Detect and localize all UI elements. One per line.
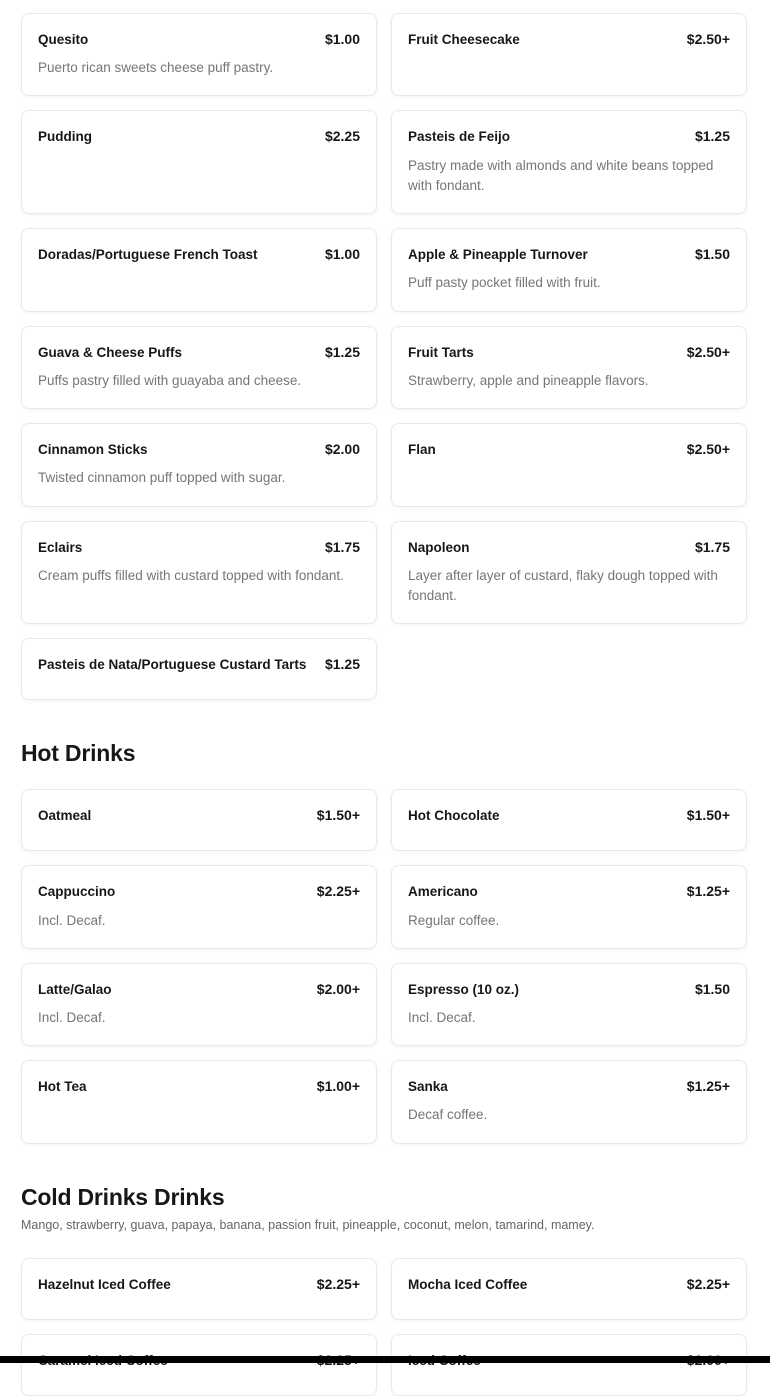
menu-item-header bbox=[408, 441, 730, 459]
item-name: Flan bbox=[408, 442, 436, 458]
menu-item-card[interactable] bbox=[21, 963, 377, 1046]
item-description: Strawberry, apple and pineapple flavors. bbox=[408, 372, 649, 388]
item-description: Puerto rican sweets cheese puff pastry. bbox=[38, 60, 274, 76]
item-price: $1.25+ bbox=[686, 883, 730, 900]
item-price: $2.25+ bbox=[316, 883, 360, 900]
menu-item-header bbox=[408, 31, 730, 49]
item-name: Latte/Galao bbox=[38, 981, 112, 997]
menu-section bbox=[21, 1184, 747, 1396]
item-price: $2.50+ bbox=[686, 343, 730, 360]
menu-item-card[interactable] bbox=[21, 1334, 377, 1396]
menu-item-card[interactable] bbox=[391, 110, 747, 214]
menu-item-card[interactable] bbox=[21, 110, 377, 214]
menu-items-grid bbox=[21, 789, 747, 1143]
item-description: Pastry made with almonds and white beans topped with fondant. bbox=[408, 157, 714, 193]
item-price: $1.00 bbox=[324, 31, 360, 47]
menu-section bbox=[21, 13, 747, 700]
menu-item-header bbox=[408, 1276, 730, 1294]
menu-item-card[interactable] bbox=[21, 865, 377, 948]
menu-item-header bbox=[38, 807, 360, 825]
item-price: $1.25 bbox=[324, 343, 360, 360]
item-price: $1.50 bbox=[694, 980, 730, 997]
menu-item-header bbox=[408, 981, 730, 999]
menu-item-header bbox=[38, 246, 360, 264]
menu-item-card[interactable] bbox=[21, 326, 377, 409]
menu-item-card[interactable] bbox=[391, 963, 747, 1046]
menu-item-card[interactable] bbox=[391, 865, 747, 948]
item-price: $1.25+ bbox=[686, 1078, 730, 1095]
item-name: Doradas/Portuguese French Toast bbox=[38, 247, 258, 263]
item-name: Americano bbox=[408, 884, 478, 900]
menu-item-card[interactable] bbox=[391, 1258, 747, 1320]
menu-item-card[interactable] bbox=[391, 326, 747, 409]
menu-item-header bbox=[38, 344, 360, 362]
item-description: Cream puffs filled with custard topped with fondant. bbox=[38, 567, 344, 583]
menu-item-header bbox=[408, 246, 730, 264]
item-price: $1.50 bbox=[694, 246, 730, 263]
item-price: $2.25 bbox=[324, 128, 360, 145]
item-name: Hot Chocolate bbox=[408, 808, 500, 824]
menu-sections bbox=[21, 13, 747, 1396]
menu-item-card[interactable] bbox=[391, 521, 747, 625]
menu-item-card[interactable] bbox=[21, 228, 377, 311]
menu-item-header bbox=[408, 539, 730, 557]
item-price: $1.50+ bbox=[316, 807, 360, 824]
item-price: $1.25 bbox=[694, 128, 730, 145]
item-price: $2.25+ bbox=[686, 1276, 730, 1293]
menu-item-header bbox=[38, 128, 360, 146]
item-price: $1.00 bbox=[324, 246, 360, 263]
section-title: Cold Drinks Drinks bbox=[21, 1183, 225, 1210]
item-description: Decaf coffee. bbox=[408, 1107, 488, 1123]
item-description: Puff pasty pocket filled with fruit. bbox=[408, 275, 601, 291]
menu-item-card[interactable] bbox=[21, 13, 377, 96]
item-name: Mocha Iced Coffee bbox=[408, 1277, 528, 1293]
bottom-bar bbox=[0, 1356, 770, 1363]
menu-item-header bbox=[38, 656, 360, 674]
menu-item-card[interactable] bbox=[391, 228, 747, 311]
item-price: $1.25 bbox=[324, 656, 360, 673]
item-price: $2.00+ bbox=[316, 980, 360, 997]
item-description: Regular coffee. bbox=[408, 912, 500, 928]
item-name: Cinnamon Sticks bbox=[38, 442, 148, 458]
menu-item-card[interactable] bbox=[21, 1258, 377, 1320]
menu-item-header bbox=[38, 981, 360, 999]
menu-item-header bbox=[408, 344, 730, 362]
item-name: Pasteis de Feijo bbox=[408, 129, 511, 145]
item-name: Cappuccino bbox=[38, 884, 116, 900]
menu-items-grid bbox=[21, 1258, 747, 1396]
item-description: Incl. Decaf. bbox=[38, 912, 106, 928]
item-name: Eclairs bbox=[38, 539, 83, 555]
item-description: Twisted cinnamon puff topped with sugar. bbox=[38, 470, 286, 486]
menu-item-card[interactable] bbox=[21, 423, 377, 506]
menu-item-card[interactable] bbox=[21, 1060, 377, 1143]
item-name: Fruit Tarts bbox=[408, 344, 474, 360]
item-price: $2.50+ bbox=[686, 31, 730, 47]
menu-item-header bbox=[408, 1078, 730, 1096]
item-name: Hot Tea bbox=[38, 1079, 87, 1095]
item-description: Puffs pastry filled with guayaba and cheese. bbox=[38, 372, 302, 388]
item-price: $2.00 bbox=[324, 441, 360, 458]
item-name: Guava & Cheese Puffs bbox=[38, 344, 183, 360]
menu-item-card[interactable] bbox=[21, 638, 377, 700]
item-price: $2.50+ bbox=[686, 441, 730, 458]
menu-item-header bbox=[38, 883, 360, 901]
menu-item-header bbox=[38, 1276, 360, 1294]
item-description: Layer after layer of custard, flaky dough topped with fondant. bbox=[408, 567, 718, 604]
menu-item-card[interactable] bbox=[391, 423, 747, 506]
menu-item-card[interactable] bbox=[391, 13, 747, 96]
menu-item-header bbox=[408, 883, 730, 901]
menu-item-card[interactable] bbox=[21, 521, 377, 625]
item-name: Espresso (10 oz.) bbox=[408, 981, 520, 997]
item-price: $1.50+ bbox=[686, 807, 730, 824]
item-name: Sanka bbox=[408, 1079, 448, 1095]
item-price: $1.75 bbox=[694, 538, 730, 555]
menu-item-card[interactable] bbox=[21, 789, 377, 851]
item-name: Pudding bbox=[38, 129, 92, 145]
item-price: $1.00+ bbox=[316, 1078, 360, 1095]
menu-item-card[interactable] bbox=[391, 789, 747, 851]
item-description: Incl. Decaf. bbox=[38, 1010, 106, 1025]
item-name: Quesito bbox=[38, 32, 89, 47]
menu-items-grid bbox=[21, 13, 747, 700]
menu-item-header bbox=[38, 441, 360, 459]
item-price: $1.75 bbox=[324, 538, 360, 555]
item-price: $2.25+ bbox=[316, 1276, 360, 1293]
menu-item-header bbox=[38, 31, 360, 49]
menu-item-header bbox=[38, 539, 360, 557]
menu-item-header bbox=[38, 1078, 360, 1096]
item-name: Hazelnut Iced Coffee bbox=[38, 1277, 171, 1293]
item-name: Napoleon bbox=[408, 539, 470, 555]
item-description: Incl. Decaf. bbox=[408, 1010, 476, 1025]
section-subtitle: Mango, strawberry, guava, papaya, banana, passion fruit, pineapple, coconut, melon, tamarind, mamey. bbox=[21, 1217, 595, 1232]
menu-item-card[interactable] bbox=[391, 1060, 747, 1143]
item-name: Fruit Cheesecake bbox=[408, 32, 520, 47]
item-name: Apple & Pineapple Turnover bbox=[408, 247, 588, 263]
menu-item-header bbox=[408, 807, 730, 825]
menu-item-card[interactable] bbox=[391, 1334, 747, 1396]
item-name: Pasteis de Nata/Portuguese Custard Tarts bbox=[38, 657, 307, 673]
item-name: Oatmeal bbox=[38, 808, 92, 824]
menu-item-header bbox=[408, 128, 730, 146]
section-title: Hot Drinks bbox=[21, 740, 136, 767]
menu-section bbox=[21, 740, 747, 1143]
